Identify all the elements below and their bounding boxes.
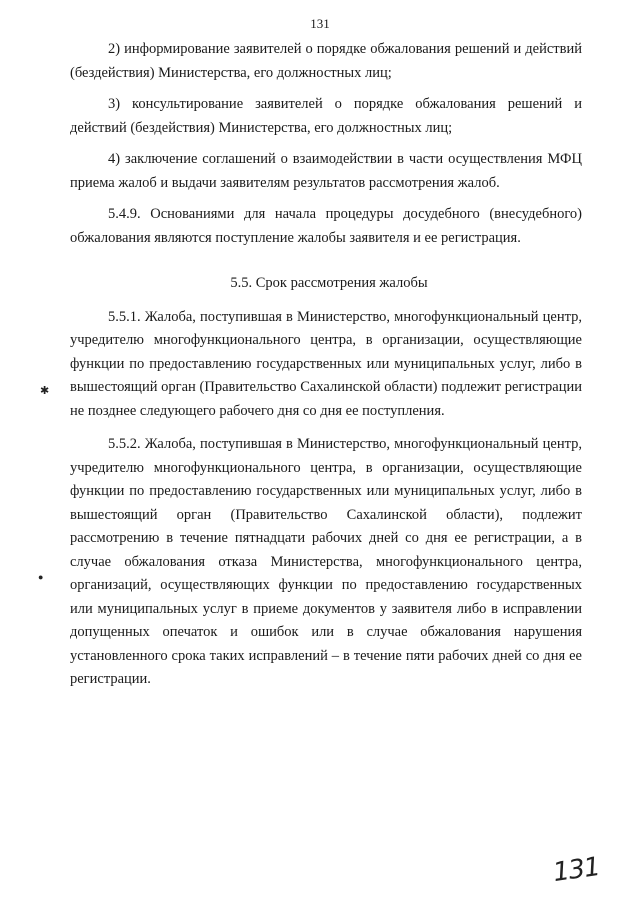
clause-5-5-1: 5.5.1. Жалоба, поступившая в Министерство, многофункциональный центр, учредителю многофункционального центра, в организации, осуществляющие функции по предоставлению государственных или муниципальных услуг, либо в вышестоящий орган (Правительство Сахалинской области) подлежит регистрации не позднее следующего рабочего дня со дня ее поступления. [70, 308, 582, 419]
list-item-4: 4) заключение соглашений о взаимодействии в части осуществления МФЦ приема жалоб и выдачи заявителям результатов рассмотрения жалоб. [70, 151, 582, 191]
clause-5-4-9: 5.4.9. Основаниями для начала процедуры досудебного (внесудебного) обжалования являются поступление жалобы заявителя и ее регистрация. [70, 206, 582, 246]
clause-5-5-2: 5.5.2. Жалоба, поступившая в Министерство, многофункциональный центр, учредителю многофункционального центра, в организации, осуществляющие функции по предоставлению государственных или муниципальных услуг, либо в вышестоящий орган (Правительство Сахалинской области), подлежит рассмотрению в течение пятнадцати рабочих дней со дня ее регистрации, а в случае обжалования отказа Министерства, многофункционального центра, организаций, осуществляющих функции по предоставлению государственных или муниципальных услуг в приеме документов у заявителя либо в исправлении допущенных опечаток и ошибок или в случае обжалования нарушения установленного срока таких исправлений – в течение пяти рабочих дней со дня ее регистрации. [70, 436, 582, 687]
scan-dot-mark: ● [38, 572, 44, 582]
handwritten-page-number: 131 [551, 851, 602, 889]
document-body [70, 38, 582, 702]
page-number: 131 [310, 16, 330, 31]
list-item-2: 2) информирование заявителей о порядке обжалования решений и действий (бездействия) Министерства, его должностных лиц; [70, 41, 582, 81]
section-heading: 5.5. Срок рассмотрения жалобы [230, 275, 428, 291]
scan-speck-mark: ✱ [40, 385, 50, 397]
list-item-3: 3) консультирование заявителей о порядке обжалования решений и действий (бездействия) Министерства, его должностных лиц; [70, 96, 582, 136]
